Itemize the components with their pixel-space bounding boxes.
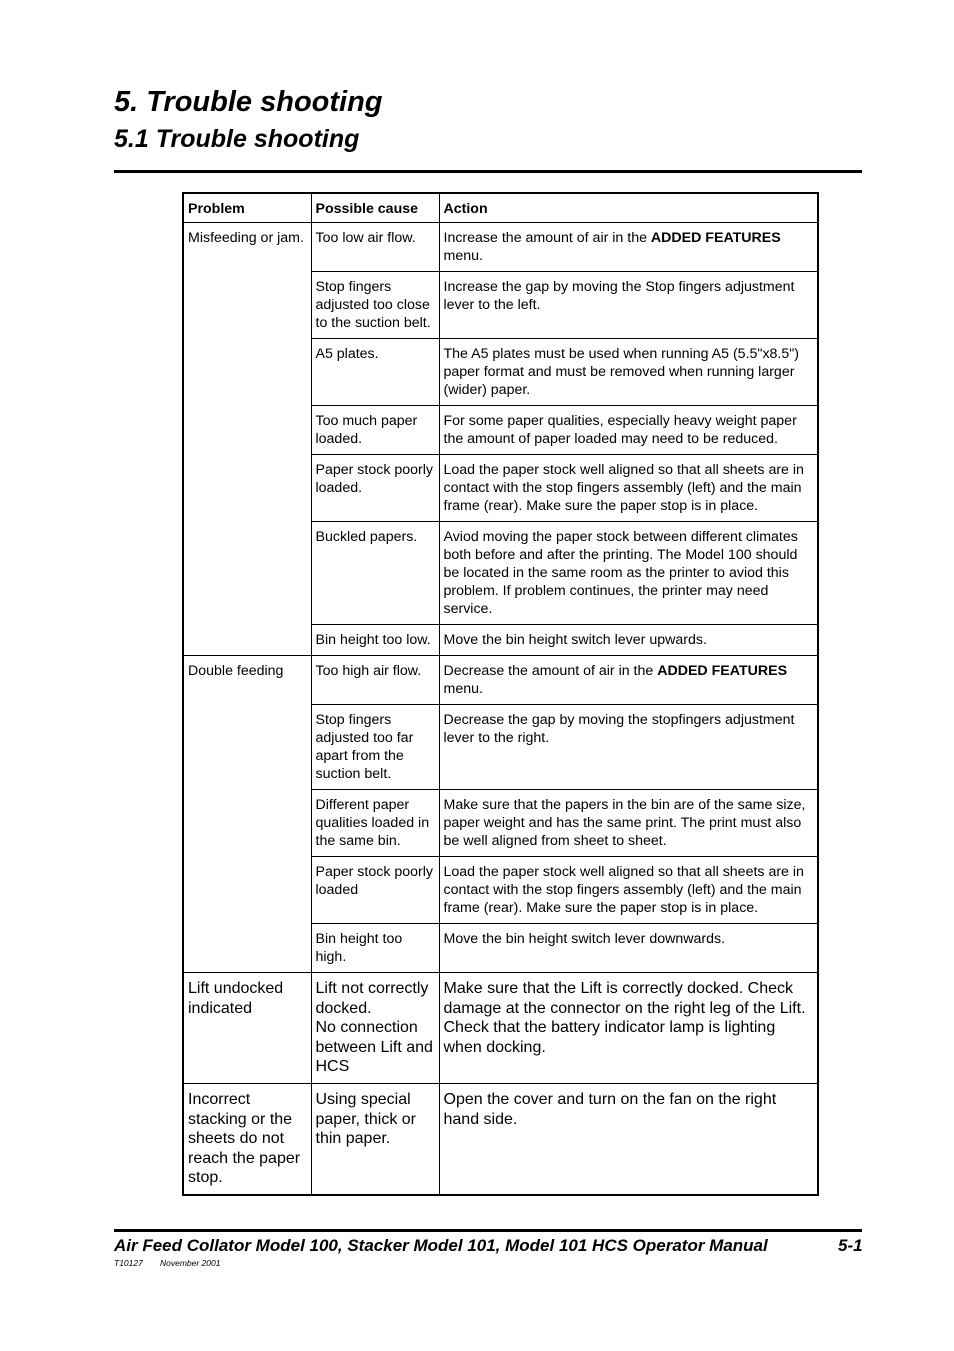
cause-cell: Bin height too low.: [311, 625, 439, 656]
action-text: menu.: [443, 681, 483, 697]
action-text: menu.: [443, 248, 483, 264]
footer-document-id: T10127: [114, 1258, 143, 1268]
cause-cell: Using special paper, thick or thin paper.: [311, 1083, 439, 1194]
table-row: [183, 223, 818, 272]
cause-cell: Too high air flow.: [311, 656, 439, 705]
action-cell: Make sure that the papers in the bin are of the same size, paper weight and has the same print. The print must also be well aligned from sheet to sheet.: [439, 790, 818, 857]
action-text: Decrease the amount of air in the: [443, 663, 658, 679]
menu-name: ADDED FEATURES: [650, 230, 781, 246]
action-cell: Decrease the gap by moving the stopfingers adjustment lever to the right.: [439, 705, 818, 790]
action-cell: Move the bin height switch lever downwards.: [439, 924, 818, 973]
action-cell: [439, 223, 818, 272]
chapter-heading: 5. Trouble shooting: [114, 86, 383, 118]
cause-cell: Too much paper loaded.: [311, 406, 439, 455]
problem-cell: Incorrect stacking or the sheets do not reach the paper stop.: [183, 1083, 311, 1194]
problem-cell: Double feeding: [183, 656, 311, 973]
footer-page-number: 5-1: [838, 1236, 863, 1255]
header-action: Action: [439, 193, 818, 223]
table-row: [183, 1083, 818, 1194]
action-cell: Move the bin height switch lever upwards.: [439, 625, 818, 656]
action-cell: [439, 656, 818, 705]
table-header-row: [183, 193, 818, 223]
cause-cell: Bin height too high.: [311, 924, 439, 973]
action-cell: Increase the gap by moving the Stop fingers adjustment lever to the left.: [439, 272, 818, 339]
table-row: [183, 973, 818, 1084]
troubleshooting-table: [182, 192, 819, 1196]
action-text: Increase the amount of air in the: [443, 230, 651, 246]
action-cell: Load the paper stock well aligned so that all sheets are in contact with the stop fingers assembly (left) and the main frame (rear). Make sure the paper stop is in place.: [439, 455, 818, 522]
cause-cell: Paper stock poorly loaded: [311, 857, 439, 924]
problem-cell: Lift undocked indicated: [183, 973, 311, 1084]
action-cell: Load the paper stock well aligned so that all sheets are in contact with the stop fingers assembly (left) and the main frame (rear). Make sure the paper stop is in place.: [439, 857, 818, 924]
cause-cell: Stop fingers adjusted too far apart from the suction belt.: [311, 705, 439, 790]
menu-name: ADDED FEATURES: [657, 663, 788, 679]
cause-cell: Stop fingers adjusted too close to the suction belt.: [311, 272, 439, 339]
footer-manual-title: Air Feed Collator Model 100, Stacker Model 101, Model 101 HCS Operator Manual: [114, 1236, 768, 1255]
action-cell: Aviod moving the paper stock between different climates both before and after the printing. The Model 100 should be located in the same room as the printer to aviod this problem. If problem continues, the printer may need service.: [439, 522, 818, 625]
action-cell: Make sure that the Lift is correctly docked. Check damage at the connector on the right leg of the Lift. Check that the battery indicator lamp is lighting when docking.: [439, 973, 818, 1084]
cause-cell: Too low air flow.: [311, 223, 439, 272]
problem-cell: Misfeeding or jam.: [183, 223, 311, 656]
table-row: [183, 656, 818, 705]
header-possible-cause: Possible cause: [311, 193, 439, 223]
cause-cell: Different paper qualities loaded in the same bin.: [311, 790, 439, 857]
cause-cell: Buckled papers.: [311, 522, 439, 625]
header-problem: Problem: [183, 193, 311, 223]
footer-date: November 2001: [160, 1258, 221, 1268]
cause-cell: Lift not correctly docked. No connection between Lift and HCS: [311, 973, 439, 1084]
cause-cell: Paper stock poorly loaded.: [311, 455, 439, 522]
action-cell: Open the cover and turn on the fan on the right hand side.: [439, 1083, 818, 1194]
top-rule: [114, 170, 862, 173]
cause-cell: A5 plates.: [311, 339, 439, 406]
bottom-rule: [114, 1229, 862, 1232]
action-cell: The A5 plates must be used when running A5 (5.5"x8.5") paper format and must be removed when running larger (wider) paper.: [439, 339, 818, 406]
section-heading: 5.1 Trouble shooting: [114, 125, 360, 153]
action-cell: For some paper qualities, especially heavy weight paper the amount of paper loaded may need to be reduced.: [439, 406, 818, 455]
